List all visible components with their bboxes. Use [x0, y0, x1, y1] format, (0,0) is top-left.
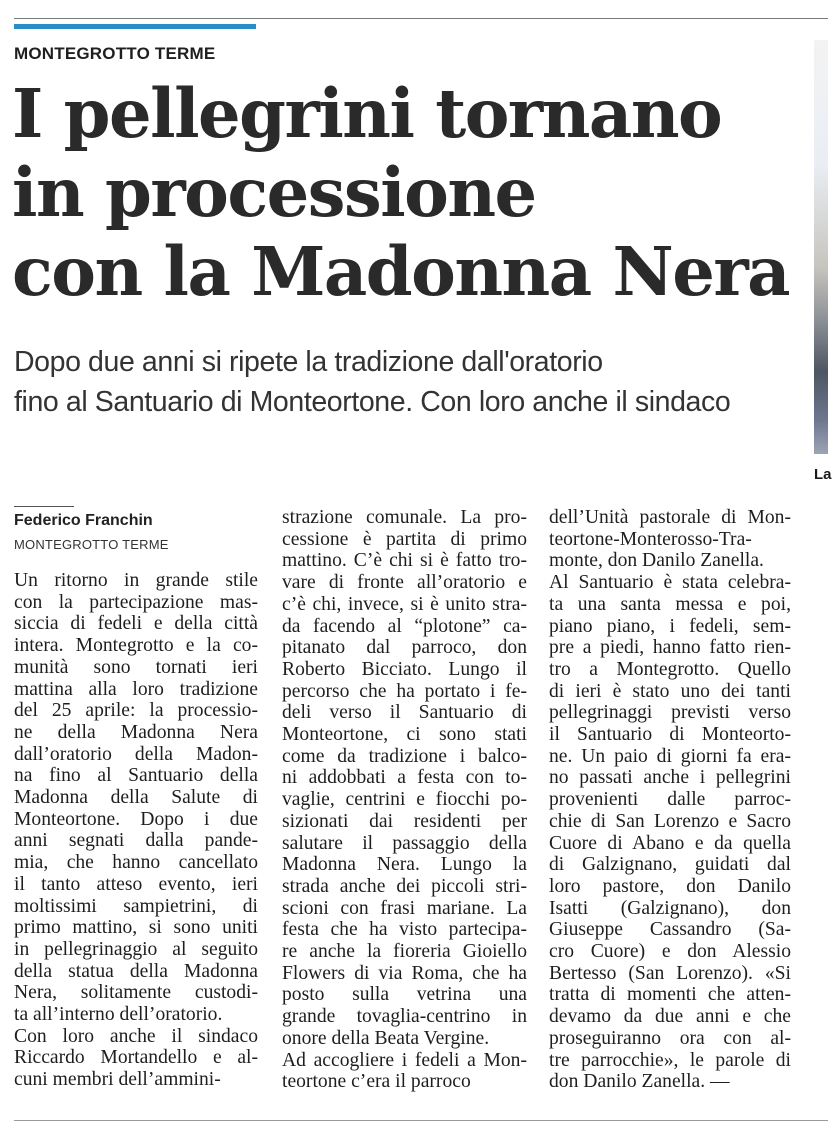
article-column-1	[14, 570, 258, 1091]
article-line: in pellegrinaggio al seguito	[14, 938, 258, 960]
article-line: Roberto Bicciato. Lungo il	[282, 658, 527, 680]
headline-line: I pellegrini tornano	[12, 74, 722, 153]
article-line: Monteortone. Dopo i due	[14, 808, 258, 830]
article-line: proseguiranno ora con al-	[549, 1027, 791, 1049]
article-line: del 25 aprile: la processio-	[14, 700, 258, 722]
article-line: pre a piedi, hanno fatto rien-	[549, 637, 791, 659]
article-line: Un ritorno in grande stile	[14, 570, 258, 591]
article-line: con la partecipazione mas-	[14, 591, 258, 613]
article-line: c’è chi, invece, si è unito stra-	[282, 593, 527, 615]
article-line: mattina alla loro tradizione	[14, 678, 258, 700]
article-line: posto sulla vetrina una	[282, 984, 527, 1006]
article-line: teortone-Monterosso-Tra-	[549, 528, 752, 550]
article-line: dell’Unità pastorale di Mon-	[549, 507, 791, 528]
byline-place: MONTEGROTTO TERME	[14, 537, 169, 552]
article-line: intera. Montegrotto e la co-	[14, 635, 258, 657]
article-line: della statua della Madonna	[14, 960, 258, 982]
article-line: Madonna della Salute di	[14, 787, 258, 809]
photo-edge	[814, 40, 828, 454]
article-line: Isatti (Galzignano), don	[549, 897, 791, 919]
article-line: monte, don Danilo Zanella.	[549, 550, 764, 572]
article-line: deli verso il Santuario di	[282, 702, 527, 724]
article-line: Bertesso (San Lorenzo). «Si	[549, 962, 791, 984]
article-line: Nera, solitamente custodi-	[14, 982, 258, 1004]
article-line: cro Cuore) e don Alessio	[549, 941, 791, 963]
article-line: loro pastore, don Danilo	[549, 875, 791, 897]
article-line: festa che ha visto partecipa-	[282, 919, 527, 941]
section-accent-bar	[14, 24, 256, 29]
article-line: sizionati dai residenti per	[282, 810, 527, 832]
article-line: munità sono tornati ieri	[14, 656, 258, 678]
article-line: vaglie, centrini e fiocchi po-	[282, 789, 527, 811]
article-line: mattino. C’è chi si è fatto tro-	[282, 550, 527, 572]
article-line: primo mattino, si sono uniti	[14, 917, 258, 939]
article-line: tre parrocchie», le parole di	[549, 1049, 791, 1071]
article-line: siccia di fedeli e della città	[14, 613, 258, 635]
article-line: provenienti dalle parroc-	[549, 789, 791, 811]
article-line: strazione comunale. La pro-	[282, 507, 527, 528]
article-line: piano piano, i fedeli, sem-	[549, 615, 791, 637]
article-line: Riccardo Mortandello e al-	[14, 1047, 258, 1069]
article-line: Con loro anche il sindaco	[14, 1025, 258, 1047]
article-line: ne. Un paio di giorni fa era-	[549, 745, 791, 767]
headline-line: in processione	[12, 153, 536, 232]
article-line: salutare il passaggio della	[282, 832, 527, 854]
article-column-2	[282, 507, 527, 1093]
article-line: don Danilo Zanella. —	[549, 1071, 730, 1093]
article-line: no passati anche i pellegrini	[549, 767, 791, 789]
byline-author: Federico Franchin	[14, 512, 153, 529]
subhead-line: Dopo due anni si ripete la tradizione dall'oratorio	[14, 346, 603, 378]
article-line: di Galzignano, guidati dal	[549, 854, 791, 876]
article-line: ni addobbati a festa con to-	[282, 767, 527, 789]
article-line: pitanato dal parroco, don	[282, 637, 527, 659]
photo-caption: La	[814, 466, 832, 483]
article-line: cessione è partita di primo	[282, 528, 527, 550]
article-line: tratta di momenti che atten-	[549, 984, 791, 1006]
article-line: il tanto atteso evento, ieri	[14, 873, 258, 895]
top-rule	[14, 18, 828, 19]
article-line: tro a Montegrotto. Quello	[549, 658, 791, 680]
bottom-rule	[14, 1120, 828, 1121]
article-column-3	[549, 507, 791, 1093]
subhead-line: fino al Santuario di Monteortone. Con loro anche il sindaco	[14, 386, 731, 418]
headline-line: con la Madonna Nera	[12, 232, 790, 311]
article-line: teortone c’era il parroco	[282, 1071, 471, 1093]
headline	[12, 74, 802, 311]
article-line: ta una santa messa e poi,	[549, 593, 791, 615]
article-line: percorso che ha portato i fe-	[282, 680, 527, 702]
article-line: re anche la fioreria Gioiello	[282, 941, 527, 963]
article-line: grande tovaglia-centrino in	[282, 1006, 527, 1028]
article-line: da facendo al “plotone” ca-	[282, 615, 527, 637]
article-line: chie di San Lorenzo e Sacro	[549, 810, 791, 832]
subheadline	[14, 342, 804, 422]
article-line: pellegrinaggi previsti verso	[549, 702, 791, 724]
article-line: na fino al Santuario della	[14, 765, 258, 787]
article-line: cuni membri dell’ammini-	[14, 1069, 221, 1091]
article-line: moltissimi sampietrini, di	[14, 895, 258, 917]
article-line: Cuore di Abano e da quella	[549, 832, 791, 854]
article-line: mia, che hanno cancellato	[14, 852, 258, 874]
article-line: come da tradizione i balco-	[282, 745, 527, 767]
article-line: Al Santuario è stata celebra-	[549, 572, 791, 594]
article-line: Monteortone, ci sono stati	[282, 724, 527, 746]
article-line: ne della Madonna Nera	[14, 721, 258, 743]
article-line: anni segnati dalla pande-	[14, 830, 258, 852]
article-line: vare di fronte all’oratorio e	[282, 572, 527, 594]
article-line: devamo da due anni e che	[549, 1006, 791, 1028]
article-line: il Santuario di Monteorto-	[549, 724, 791, 746]
article-line: strada anche dei piccoli stri-	[282, 875, 527, 897]
article-line: scioni con frasi mariane. La	[282, 897, 527, 919]
article-line: onore della Beata Vergine.	[282, 1027, 490, 1049]
article-line: Madonna Nera. Lungo la	[282, 854, 527, 876]
article-line: Giuseppe Cassandro (Sa-	[549, 919, 791, 941]
article-line: di ieri è stato uno dei tanti	[549, 680, 791, 702]
article-line: ta all’interno dell’oratorio.	[14, 1004, 223, 1026]
kicker: MONTEGROTTO TERME	[14, 44, 216, 63]
byline-rule	[14, 506, 74, 507]
article-line: Flowers di via Roma, che ha	[282, 962, 527, 984]
article-line: dall’oratorio della Madon-	[14, 743, 258, 765]
article-line: Ad accogliere i fedeli a Mon-	[282, 1049, 527, 1071]
